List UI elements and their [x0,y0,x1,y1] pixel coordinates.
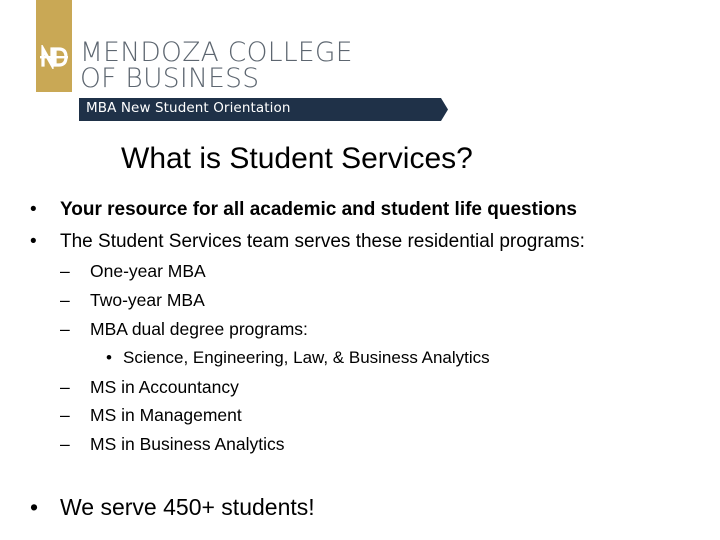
program-item: Two-year MBA [90,290,205,310]
bullet-programs-intro: The Student Services team serves these residential programs: [60,231,585,252]
sub-bullet-marker: • [106,348,112,367]
program-item: MBA dual degree programs: [90,319,308,339]
bullet-marker: • [30,199,37,220]
program-item: One-year MBA [90,261,206,281]
bullet-marker: • [30,494,39,520]
dash-marker: – [60,290,70,310]
college-name-line2: OF BUSINESS [80,63,260,94]
dash-marker: – [60,377,70,397]
program-item: MS in Management [90,405,242,425]
program-item: MS in Business Analytics [90,434,285,454]
banner-text: MBA New Student Orientation [86,100,291,116]
slide-title: What is Student Services? [121,142,473,175]
program-item: MS in Accountancy [90,377,239,397]
dash-marker: – [60,434,70,454]
dash-marker: – [60,261,70,281]
dash-marker: – [60,319,70,339]
bullet-marker: • [30,231,37,252]
dash-marker: – [60,405,70,425]
closing-statement: We serve 450+ students! [60,494,315,520]
dual-degree-detail: Science, Engineering, Law, & Business Analytics [123,348,490,367]
college-name-line1: MENDOZA COLLEGE [80,37,353,68]
bullet-resource: Your resource for all academic and student life questions [60,199,577,220]
